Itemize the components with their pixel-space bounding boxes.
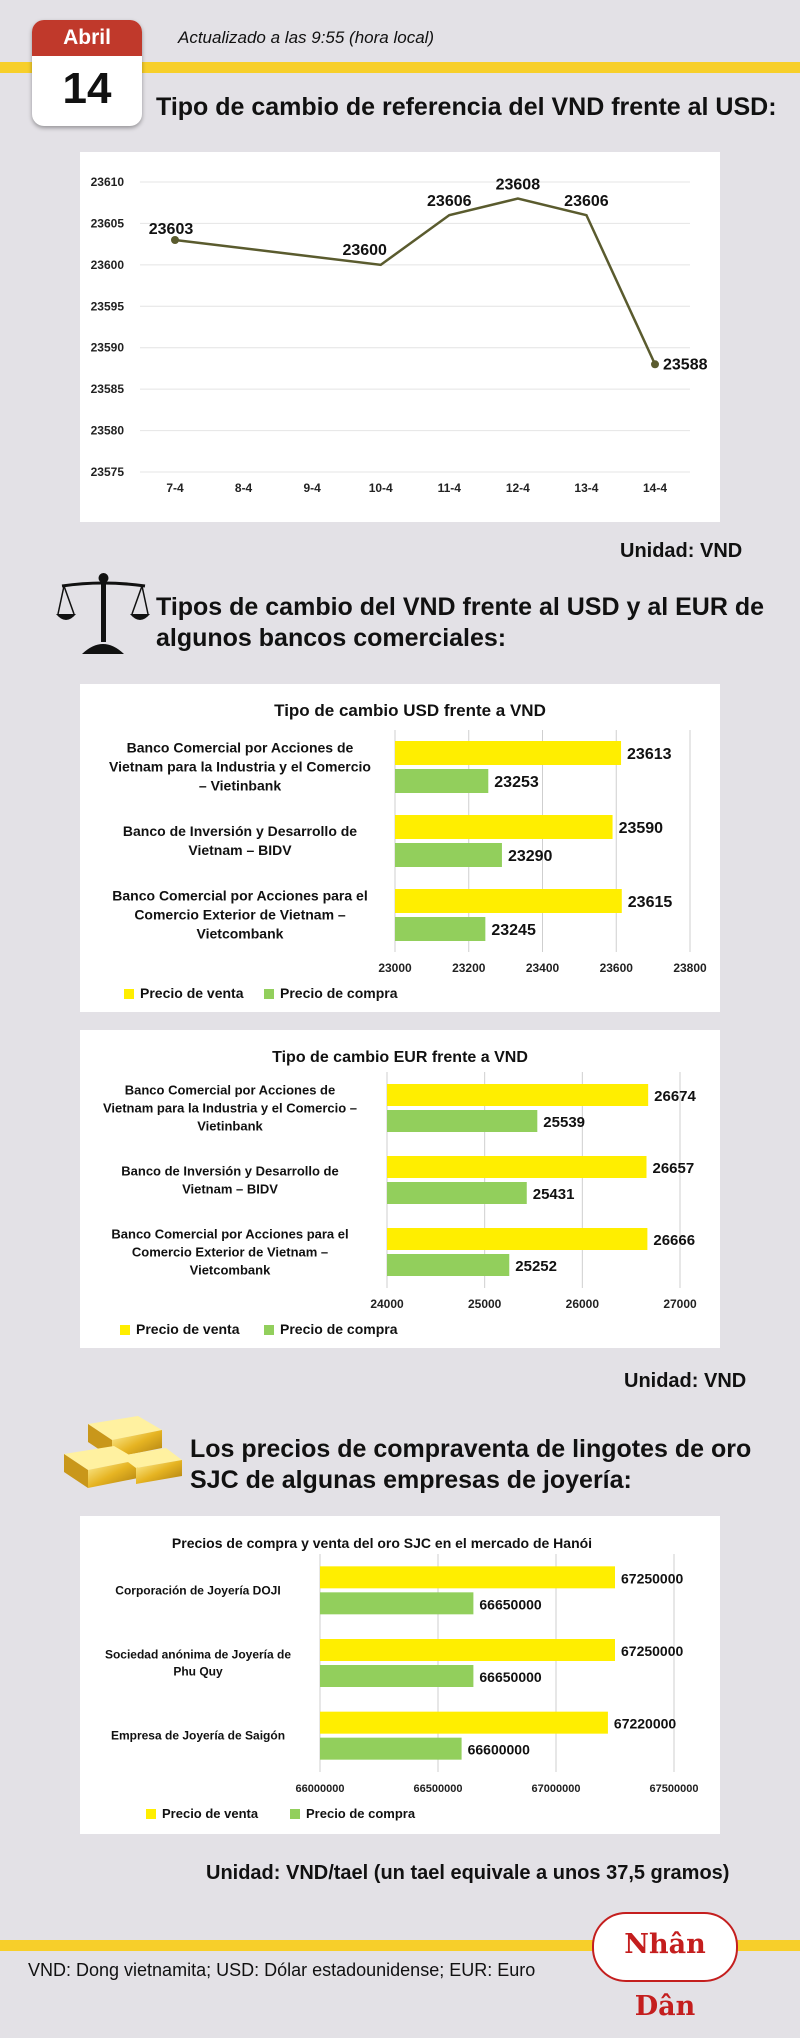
category-label: Phu Quy [173,1664,223,1679]
category-label: Vietnam – BIDV [182,1181,278,1197]
x-tick-label: 12-4 [505,481,530,495]
bar [387,1110,537,1132]
category-label: Empresa de Joyería de Saigón [110,1728,286,1743]
bar [395,741,621,765]
category-label: Vietnam para la Industria y el Comercio – [102,1100,358,1116]
legend-swatch [264,989,274,999]
bar-value-label: 23245 [491,922,536,939]
bar [320,1665,473,1687]
eur-bar-chart [80,1030,720,1348]
category-label: Corporación de Joyería DOJI [115,1583,281,1598]
bar [320,1712,608,1734]
bar-value-label: 67220000 [613,1715,677,1732]
bar [387,1182,527,1204]
x-tick-label: 9-4 [303,481,321,495]
legend-label: Precio de compra [280,1321,398,1337]
bar-value-label: 67250000 [621,1643,684,1659]
bar [320,1566,615,1588]
legend-swatch [146,1809,156,1819]
x-tick-label: 23400 [525,961,560,975]
section3-title [190,1434,751,1496]
chart-title: Tipo de cambio EUR frente a VND [272,1049,528,1066]
calendar-icon [32,20,142,126]
x-tick-label: 8-4 [234,481,253,495]
x-tick-label: 25000 [467,1297,502,1311]
x-tick-label: 67500000 [649,1783,699,1795]
bar-value-label: 25252 [515,1258,557,1275]
usd-bar-chart [80,684,720,1012]
footer-note: VND: Dong vietnamita; USD: Dólar estadounidense; EUR: Euro [28,1960,536,1980]
x-tick-label: 23000 [378,961,412,975]
x-tick-label: 7-4 [166,481,184,495]
category-label: Sociedad anónima de Joyería de [104,1647,292,1662]
bar-value-label: 23613 [627,746,672,763]
bar [387,1084,648,1106]
bar-value-label: 66650000 [479,1596,542,1613]
bar-value-label: 23253 [494,774,539,791]
category-label: Banco Comercial por Acciones de [124,1082,336,1098]
category-label: Vietnam – BIDV [188,842,292,859]
data-label: 23606 [427,193,472,211]
category-label: Banco Comercial por Acciones de [126,739,354,756]
legend-label: Precio de venta [136,1321,240,1337]
bar [395,917,485,941]
data-label: 23588 [663,356,708,374]
updated-time: Actualizado a las 9:55 (hora local) [178,28,435,47]
x-tick-label: 66000000 [295,1783,345,1795]
section1-title: Tipo de cambio de referencia del VND frente al USD: [156,93,777,121]
y-tick-label: 23585 [90,382,124,397]
category-label: – Vietinbank [198,777,282,794]
section1-unit: Unidad: VND [620,540,743,562]
x-tick-label: 10-4 [368,481,393,495]
bar-value-label: 66600000 [467,1741,530,1758]
bar-value-label: 23590 [618,820,664,837]
section3-title-line1: Los precios de compraventa de lingotes de oro [190,1435,752,1463]
y-tick-label: 23595 [90,299,124,314]
x-tick-label: 27000 [663,1297,697,1311]
usd-chart-panel [80,684,720,1012]
category-label: Vietnam para la Industria y el Comercio [109,758,371,775]
category-label: Vietinbank [197,1118,263,1134]
section2-title-line2: algunos bancos comerciales: [156,624,507,652]
category-label: Banco Comercial por Acciones para el [112,887,368,904]
x-tick-label: 24000 [370,1297,404,1311]
legend-label: Precio de compra [306,1806,416,1821]
x-tick-label: 26000 [565,1297,600,1311]
legend-label: Precio de venta [140,985,244,1001]
calendar-day: 14 [62,64,112,113]
x-tick-label: 13-4 [574,481,599,495]
nhan-dan-logo: Nhân Dân [592,1912,738,1982]
legend-swatch [124,989,134,999]
legend-swatch [120,1325,130,1335]
gold-chart-panel [80,1516,720,1834]
x-tick-label: 67000000 [531,1783,581,1795]
scale-icon [56,572,150,656]
y-tick-label: 23610 [90,175,124,189]
x-tick-label: 23800 [673,961,707,975]
bar [320,1738,462,1760]
category-label: Banco Comercial por Acciones para el [111,1226,349,1242]
category-label: Banco de Inversión y Desarrollo de [122,823,358,840]
data-label: 23606 [564,193,609,211]
category-label: Comercio Exterior de Vietnam – [134,906,346,923]
chart-title: Precios de compra y venta del oro SJC en el mercado de Hanói [171,1535,593,1551]
section2-unit: Unidad: VND [624,1370,747,1392]
bar [395,815,613,839]
legend-swatch [290,1809,300,1819]
section2-title-line1: Tipos de cambio del VND frente al USD y al EUR de [156,593,765,621]
legend-label: Precio de venta [162,1806,259,1821]
legend-label: Precio de compra [280,985,398,1001]
category-label: Comercio Exterior de Vietnam – [131,1244,329,1260]
y-tick-label: 23580 [90,423,124,438]
category-label: Vietcombank [189,1262,271,1278]
bar [395,843,502,867]
bar [395,889,622,913]
bar-value-label: 26674 [654,1088,696,1105]
data-label: 23608 [495,176,541,194]
category-label: Vietcombank [196,925,284,942]
gold-bar-chart [80,1516,720,1834]
bar-value-label: 25431 [532,1186,575,1203]
legend-swatch [264,1325,274,1335]
data-label: 23600 [342,241,387,259]
bar [320,1592,473,1614]
eur-chart-panel [80,1030,720,1348]
category-label: Banco de Inversión y Desarrollo de [121,1163,339,1179]
bar [395,769,488,793]
x-tick-label: 66500000 [413,1783,463,1795]
bar-value-label: 67250000 [621,1570,684,1587]
line-chart [80,152,720,522]
x-tick-label: 23200 [452,961,486,975]
bar [387,1228,647,1250]
bar-value-label: 25539 [543,1114,586,1131]
calendar-month: Abril [32,20,142,56]
bar-value-label: 26657 [652,1160,695,1177]
bar-value-label: 23290 [507,848,553,865]
y-tick-label: 23605 [90,216,124,231]
chart-title: Tipo de cambio USD frente a VND [274,701,546,720]
bar-value-label: 23615 [627,894,673,911]
y-tick-label: 23600 [90,257,124,272]
data-point [651,360,659,368]
x-tick-label: 11-4 [437,481,461,495]
x-tick-label: 23600 [599,961,633,975]
bar [387,1254,509,1276]
y-tick-label: 23590 [90,340,124,355]
bar-value-label: 26666 [653,1232,696,1249]
bar [320,1639,615,1661]
bar [387,1156,647,1178]
line-chart-panel [80,152,720,522]
section2-title [156,592,764,654]
section3-title-line2: SJC de algunas empresas de joyería: [190,1466,632,1494]
section3-unit: Unidad: VND/tael (un tael equivale a unos 37,5 gramos) [206,1862,730,1884]
bar-value-label: 66650000 [479,1669,542,1685]
data-label: 23603 [148,221,194,238]
gold-bars-icon [58,1410,184,1492]
x-tick-label: 14-4 [642,481,668,495]
y-tick-label: 23575 [90,465,124,479]
